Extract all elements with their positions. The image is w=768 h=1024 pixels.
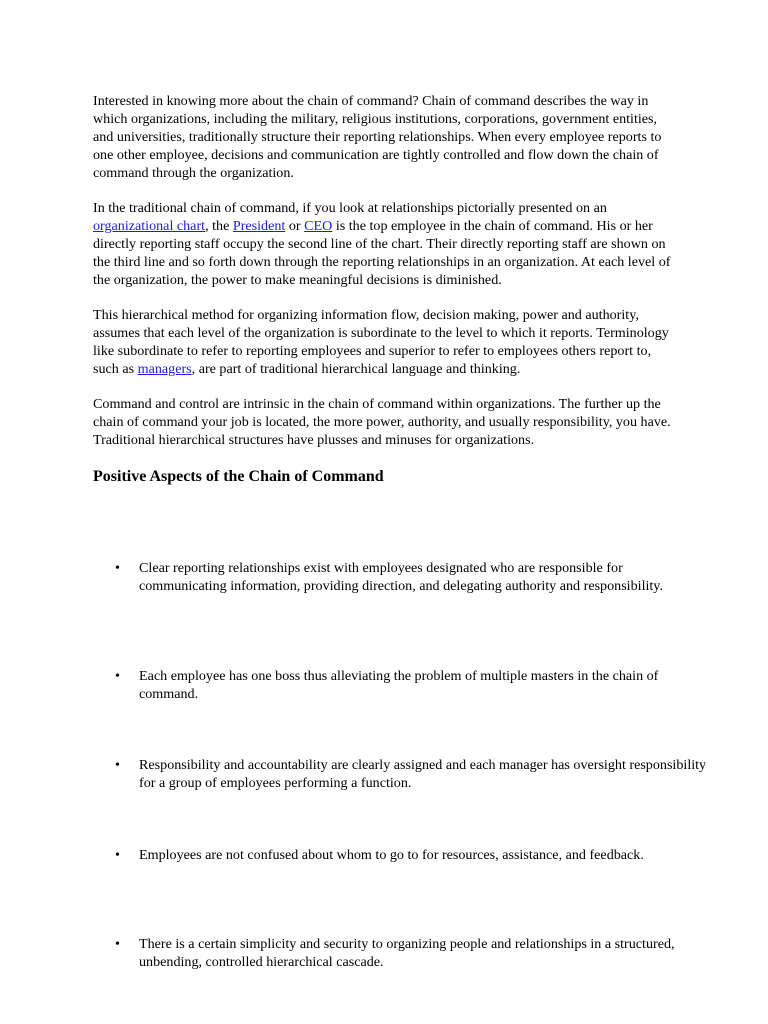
paragraph-text: , the	[205, 218, 233, 234]
link-president[interactable]: President	[232, 218, 286, 234]
paragraph-text: This hierarchical method for organizing information flow, decision making, power and authority, assumes that each level of the organization is subordinate to the level to which it reports. Terminology like subordinate to refer to reporting employees and superior to refer to employees others report to, such as	[93, 307, 669, 377]
list-item	[115, 756, 709, 792]
link-managers[interactable]: managers	[137, 361, 192, 377]
list-item	[115, 667, 709, 703]
list-item	[115, 935, 709, 971]
paragraph-intro: Interested in knowing more about the chain of command? Chain of command describes the way in which organizations, including the military, religious institutions, corporations, government entities, and universities, traditionally structure their reporting relationships. When every employee reports to one other employee, decisions and communication are tightly controlled and flow down the chain of command through the organization.	[93, 93, 662, 181]
list-item-text: Clear reporting relationships exist with employees designated who are responsible for communicating information, providing direction, and delegating authority and responsibility.	[139, 560, 663, 594]
list-item-text: Responsibility and accountability are clearly assigned and each manager has oversight responsibility for a group of employees performing a function.	[139, 757, 707, 791]
link-organizational-chart[interactable]: organizational chart	[93, 218, 206, 234]
paragraph-text: , are part of traditional hierarchical language and thinking.	[191, 361, 521, 377]
paragraph-text: In the traditional chain of command, if you look at relationships pictorially presented on an	[93, 200, 607, 216]
bullet-icon: •	[115, 668, 120, 684]
bullet-icon: •	[115, 936, 120, 952]
bullet-icon: •	[115, 847, 120, 863]
bullet-icon: •	[115, 757, 120, 773]
list-item	[115, 846, 709, 864]
list-item-text: Employees are not confused about whom to go to for resources, assistance, and feedback.	[139, 847, 644, 863]
section-heading: Positive Aspects of the Chain of Command	[93, 468, 384, 485]
list-item-text: There is a certain simplicity and security to organizing people and relationships in a structured, unbending, controlled hierarchical cascade.	[139, 936, 675, 970]
paragraph-text: or	[285, 218, 305, 234]
positive-aspects-list	[93, 0, 707, 1024]
bullet-icon: •	[115, 560, 120, 576]
paragraph-text: is the top employee in the chain of command. His or her directly reporting staff occupy the second line of the chart. Their directly reporting staff are shown on the third line and so forth down through the reporting relationships in an organization. At each level of the organization, the power to make meaningful decisions is diminished.	[93, 218, 671, 288]
list-item	[115, 559, 709, 595]
list-item-text: Each employee has one boss thus alleviating the problem of multiple masters in the chain of command.	[139, 668, 659, 702]
paragraph-command-control: Command and control are intrinsic in the chain of command within organizations. The further up the chain of command your job is located, the more power, authority, and usually responsibility, you have. Traditional hierarchical structures have plusses and minuses for organizations.	[93, 396, 671, 448]
link-ceo[interactable]: CEO	[304, 218, 333, 234]
